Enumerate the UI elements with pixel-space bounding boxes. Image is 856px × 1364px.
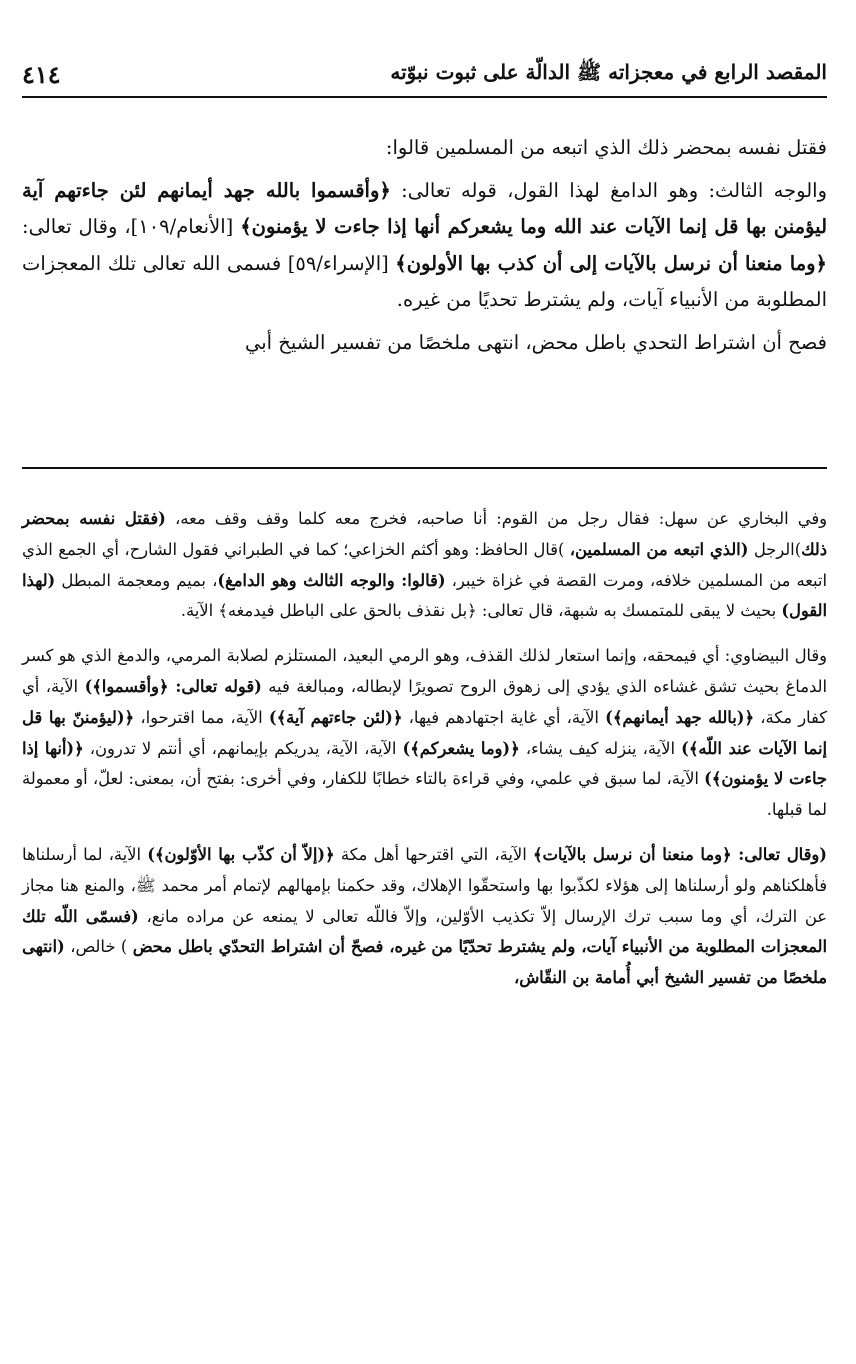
running-title: المقصد الرابع في معجزاته ﷺ الدالّة على ثبوت نبوّته (390, 59, 827, 84)
main-paragraph-2 (22, 173, 827, 319)
text-run: الآية، أي كفار مكة، (22, 676, 827, 727)
footnote-divider (22, 467, 827, 469)
commentary-paragraph-1 (22, 504, 827, 627)
emphasis-run: (انتهى ملخصًا من تفسير الشيخ أبي أُمامة بن النقّاش، (22, 937, 827, 988)
emphasis-run: (فسمّى اللّه تلك المعجزات المطلوبة من الأنبياء آيات، ولم يشترط تحدّيًا من غيره، فصحّ أن اشتراط التحدّي باطل محض (22, 906, 827, 957)
commentary-paragraph-2 (22, 641, 827, 826)
text-run: الآية، لما أرسلناها فأهلكناهم ولو أرسلناها إلى هؤلاء لكذّبوا بها واستحقّوا الإهلاك، وقد حكمنا بإمهالهم لإتمام أمر محمد ﷺ، والمنع هنا مجاز عن الترك، أي وما سبب ترك الإرسال إلاّ تكذيب الأوّلين، وإلاّ فاللّه تعالى لا يمنعه عن مراده مانع، (22, 844, 828, 926)
emphasis-run: ﴿(بالله جهد أيمانهم﴾) (605, 707, 755, 727)
text-run: )الرجل (748, 539, 802, 559)
text-run: الآية، التي اقترحها أهل مكة (334, 844, 533, 864)
commentary-paragraph-3 (22, 840, 827, 994)
text-run: الآية، مما اقترحوا، (134, 707, 269, 727)
page-number: ٤١٤ (22, 59, 61, 89)
emphasis-run: (الذي اتبعه من المسلمين، (569, 539, 749, 559)
emphasis-run: (قوله تعالى: ﴿وأقسموا﴾) (84, 676, 262, 696)
emphasis-run: ﴿(إلاّ أن كذّب بها الأوّلون﴾) (147, 844, 335, 864)
text-run: )قال الحافظ: وهو أكثم الخزاعي؛ كما في الطبراني فقول الشارح، أي الجمع الذي اتبعه من المسلمين خلافه، ومرت القصة في غزاة خيبر، (22, 539, 827, 590)
emphasis-run: (وقال تعالى: ﴿وما منعنا أن نرسل بالآيات﴾ (532, 844, 827, 864)
emphasis-run: ﴿(ليؤمننّ بها قل إنما الآيات عند اللّه﴾) (22, 707, 828, 758)
main-paragraph-1: فقتل نفسه بمحضر ذلك الذي اتبعه من المسلمين قالوا: (385, 136, 827, 159)
main-text (22, 130, 827, 367)
emphasis-run: ﴿(أنها إذا جاءت لا يؤمنون﴾) (22, 738, 827, 789)
text-run: ، بميم ومعجمة المبطل (55, 570, 218, 590)
emphasis-run: (قالوا: والوجه الثالث وهو الدامغ) (217, 570, 446, 590)
emphasis-run: ﴿وما منعنا أن نرسل بالآيات إلى أن كذب بها الأولون﴾ (395, 251, 827, 275)
text-run: ) خالص، (64, 937, 133, 957)
emphasis-run: (فقتل نفسه بمحضر ذلك (22, 509, 827, 559)
emphasis-run: ﴿(وما يشعركم﴾) (402, 738, 520, 758)
text-run: الآية، أي غاية اجتهادهم فيها، (402, 707, 606, 727)
commentary (22, 504, 827, 1008)
text-run: والوجه الثالث: وهو الدامغ لهذا القول، قوله تعالى: (390, 178, 827, 202)
emphasis-run: (لهذا القول) (22, 570, 827, 621)
running-header (22, 52, 827, 98)
book-page (22, 0, 827, 1364)
text-run: الآية، لما سبق في علمي، وفي قراءة بالتاء خطابًا للكفار، وفي أخرى: بفتح أن، بمعنى: لعلّ، أو معمولة لما قبلها. (22, 769, 827, 820)
main-paragraph-3: فصح أن اشتراط التحدي باطل محض، انتهى ملخصًا من تفسير الشيخ أبي (244, 330, 827, 354)
text-run: وفي البخاري عن سهل: فقال رجل من القوم: أنا صاحبه، فخرج معه كلما وقف وقف معه، (165, 509, 827, 528)
text-run: وقال البيضاوي: أي فيمحقه، وإنما استعار لذلك القذف، وهو الرمي البعيد، المستلزم لصلابة المرمي، والدمغ الذي هو كسر الدماغ بحيث تشق غشاءه الذي يؤدي إلى زهوق الروح تصويرًا لإبطاله، ومبالغة فيه (22, 646, 827, 696)
text-run: [الأنعام/١٠٩]، وقال تعالى: (22, 215, 241, 238)
emphasis-run: ﴿وأقسموا بالله جهد أيمانهم لئن جاءتهم آية ليؤمنن بها قل إنما الآيات عند الله وما يشعركم أنها إذا جاءت لا يؤمنون﴾ (22, 178, 828, 238)
text-run: الآية، الآية، يدريكم بإيمانهم، أي أنتم لا تدرون، (83, 738, 403, 758)
emphasis-run: ﴿(لئن جاءتهم آية﴾) (268, 707, 403, 727)
text-run: بحيث لا يبقى للمتمسك به شبهة، قال تعالى: ﴿بل نقذف بالحق على الباطل فيدمغه﴾ الآية. (180, 601, 782, 621)
text-run: [الإسراء/٥٩] فسمى الله تعالى تلك المعجزات المطلوبة من الأنبياء آيات، ولم يشترط تحديًا من غيره. (22, 251, 827, 311)
text-run: الآية، ينزله كيف يشاء، (519, 738, 682, 758)
